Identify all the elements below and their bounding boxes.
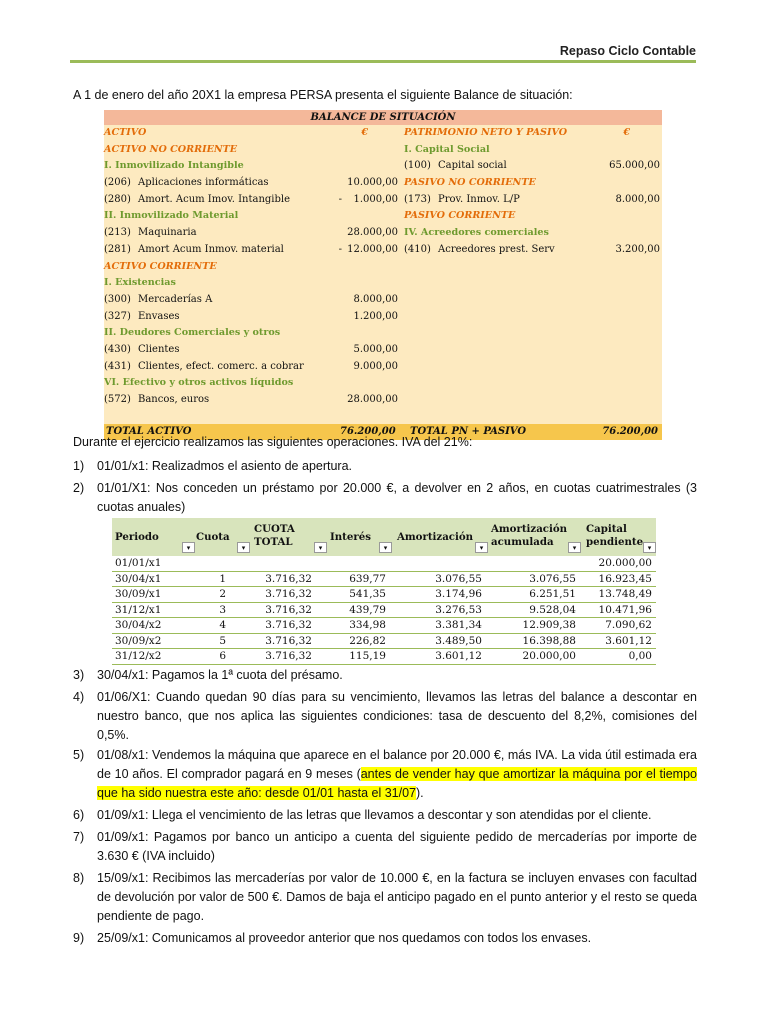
operation-3 [73,666,697,685]
op-text: 01/01/X1: Nos conceden un préstamo por 20.000 €, a devolver en 2 años, en cuotas cuatrimestrales (3 cuotas anuales) [97,481,697,514]
balance-line-item [104,192,400,209]
op-number: 3) [73,668,85,682]
filter-dropdown-icon[interactable]: ▾ [237,542,250,553]
balance-heading [404,142,662,159]
cell-periodo: 31/12/x2 [115,650,162,662]
loan-table-header [112,518,656,556]
cell-acum: 20.000,00 [522,650,576,662]
account-label: Amort Acum Inmov. material [138,243,284,255]
account-code: (431) [104,360,131,372]
account-amount: 9.000,00 [353,360,398,372]
account-label: Maquinaria [138,227,197,239]
account-code: (430) [104,343,131,355]
cell-acum: 6.251,51 [529,588,576,600]
balance-line-item [104,242,400,259]
operation-8 [73,869,697,926]
account-label: PASIVO NO CORRIENTE [404,177,536,189]
filter-dropdown-icon[interactable]: ▾ [568,542,581,553]
operation-7 [73,828,697,866]
cell-total: 3.716,32 [265,603,312,616]
cell-interes: 115,19 [349,650,386,662]
cell-cuota: 3 [219,603,226,616]
cell-interes: 334,98 [349,619,386,631]
account-amount: 12.000,00 [347,243,398,255]
account-label: Aplicaciones informáticas [138,177,269,189]
total-liabilities-value: 76.200,00 [602,426,658,437]
balance-heading [104,208,400,225]
balance-body [104,125,662,424]
account-label: ACTIVO NO CORRIENTE [104,143,238,155]
balance-heading [404,208,662,225]
account-label: II. Deudores Comerciales y otros [104,327,281,339]
op-number: 1) [73,459,85,473]
operation-9 [73,929,697,948]
op-number: 8) [73,871,85,885]
op-text: 15/09/x1: Recibimos las mercaderías por valor de 10.000 €, en la factura se incluyen envases con facultad de devolución por valor de 500 €. Damos de baja el anticipo pagado en el punto anterior y el resto se queda pendiente de pago. [97,871,697,923]
cell-cuota: 5 [219,634,226,647]
loan-table [112,518,656,665]
balance-heading [404,225,662,242]
cell-periodo: 30/04/x2 [115,619,162,631]
account-amount: € [361,127,368,138]
balance-line-item [404,158,662,175]
account-code: (327) [104,310,131,322]
op-text: 01/08/x1: Vendemos la máquina que aparece en el balance por 20.000 €, más IVA. La vida útil estimada era de 10 años. El comprador pagará en 9 meses (antes de vender hay que amortizar la máquina por el tiempo que ha sido nuestra este año: desde 01/01 hasta el 31/07). [97,748,697,800]
account-code: (100) [404,160,431,172]
balance-sheet [104,110,662,440]
account-label: Clientes, efect. comerc. a cobrar [138,360,304,372]
op-text: 25/09/x1: Comunicamos al proveedor anterior que nos quedamos con todos los envases. [97,931,592,945]
op-text: 01/09/x1: Pagamos por banco un anticipo a cuenta del siguiente pedido de mercaderías por importe de 3.630 € (IVA incluido) [97,830,697,863]
cell-capital: 3.601,12 [605,634,652,647]
cell-cuota: 2 [219,588,226,600]
balance-heading [104,375,400,392]
account-label: Amort. Acum Imov. Intangible [138,193,291,205]
cell-amort: 3.381,34 [435,619,482,631]
table-row [112,618,656,634]
cell-periodo: 30/04/x1 [115,572,162,585]
account-label: VI. Efectivo y otros activos líquidos [104,377,294,389]
balance-heading [104,158,400,175]
intro-text: A 1 de enero del año 20X1 la empresa PERSA presenta el siguiente Balance de situación: [73,88,573,102]
balance-heading [404,175,662,192]
balance-heading [404,125,662,142]
cell-interes: 439,79 [349,603,386,616]
cell-capital: 7.090,62 [605,619,652,631]
cell-capital: 10.471,96 [598,603,652,616]
table-row [112,572,656,588]
cell-cuota: 6 [219,650,226,662]
cell-total: 3.716,32 [265,634,312,647]
account-label: Clientes [138,343,180,355]
operation-4 [73,688,697,745]
op-text: 30/04/x1: Pagamos la 1ª cuota del présamo. [97,668,343,682]
account-label: II. Inmovilizado Material [104,210,239,222]
total-liabilities-label: TOTAL PN + PASIVO [410,426,527,437]
op-number: 5) [73,748,85,762]
col-periodo: Periodo [115,531,159,543]
filter-dropdown-icon[interactable]: ▾ [643,542,656,553]
account-label: ACTIVO [104,127,147,138]
cell-interes: 226,82 [349,634,386,647]
op-text: 01/01/x1: Realizadmos el asiento de apertura. [97,459,353,473]
cell-periodo: 31/12/x1 [115,603,162,616]
cell-periodo: 30/09/x2 [115,634,162,647]
col-capital: Capital pendiente [586,523,644,548]
account-code: (206) [104,177,131,189]
account-amount: 28.000,00 [347,394,398,405]
account-label: Bancos, euros [138,394,210,405]
filter-dropdown-icon[interactable]: ▾ [314,542,327,553]
table-row [112,556,656,572]
cell-amort: 3.489,50 [435,634,482,647]
balance-title: BALANCE DE SITUACIÓN [104,110,662,125]
cell-interes: 541,35 [349,588,386,600]
filter-dropdown-icon[interactable]: ▾ [182,542,195,553]
account-label: Envases [138,310,180,322]
account-label: Acreedores prest. Serv [438,243,555,255]
balance-line-item [404,192,662,209]
balance-line-item [104,225,400,242]
balance-line-item [104,175,400,192]
account-label: PATRIMONIO NETO Y PASIVO [404,127,568,138]
account-code: (281) [104,243,131,255]
balance-heading [104,325,400,342]
op-number: 9) [73,931,85,945]
account-label: PASIVO CORRIENTE [404,210,516,222]
cell-capital: 20.000,00 [598,557,652,569]
table-row [112,649,656,665]
account-label: I. Capital Social [404,143,490,155]
account-amount: 65.000,00 [609,160,660,172]
operation-5 [73,746,697,803]
cell-total: 3.716,32 [265,572,312,585]
op-number: 2) [73,481,85,495]
total-assets-value: 76.200,00 [340,426,396,437]
account-code: (173) [404,193,431,205]
balance-heading [104,125,400,142]
cell-cuota: 4 [219,619,226,631]
col-cuota-total: CUOTA TOTAL [254,523,295,548]
operation-6 [73,806,697,825]
account-label: Mercaderías A [138,293,213,305]
balance-heading [104,275,400,292]
cell-cuota: 1 [219,572,226,585]
account-amount: 1.200,00 [353,310,398,322]
op-text: 01/09/x1: Llega el vencimiento de las letras que llevamos a descontar y son atendidas por el cliente. [97,808,652,822]
account-label: Capital social [438,160,507,172]
col-amortizacion: Amortización [397,531,474,543]
cell-acum: 9.528,04 [529,603,576,616]
balance-heading [104,142,400,159]
cell-capital: 0,00 [628,650,652,662]
balance-line-item [104,292,400,309]
op-number: 7) [73,830,85,844]
account-amount: 8.000,00 [615,193,660,205]
cell-amort: 3.076,55 [435,572,482,585]
minus-sign: - [338,193,342,205]
account-code: (300) [104,293,131,305]
account-label: I. Inmovilizado Intangible [104,160,244,172]
account-code: (280) [104,193,131,205]
balance-line-item [404,242,662,259]
op-number: 6) [73,808,85,822]
balance-line-item [104,359,400,376]
operation-2 [73,479,697,517]
balance-line-item [104,309,400,326]
cell-amort: 3.601,12 [435,650,482,662]
assets-column [104,125,400,409]
highlighted-note: antes de vender hay que amortizar la máquina por el tiempo que ha sido nuestra este año: desde 01/01 hasta el 31/07 [97,767,697,800]
op-number: 4) [73,690,85,704]
account-code: (572) [104,394,131,405]
cell-interes: 639,77 [349,572,386,585]
table-row [112,634,656,650]
col-amort-acum: Amortización acumulada [491,523,568,548]
account-amount: 28.000,00 [347,227,398,239]
col-cuota: Cuota [196,531,230,543]
cell-amort: 3.276,53 [435,603,482,616]
account-code: (410) [404,243,431,255]
balance-line-item [104,342,400,359]
filter-dropdown-icon[interactable]: ▾ [379,542,392,553]
balance-line-item [104,392,400,409]
cell-amort: 3.174,96 [435,588,482,600]
account-amount: 1.000,00 [353,193,398,205]
cell-acum: 3.076,55 [529,572,576,585]
account-amount: 10.000,00 [347,177,398,189]
col-interes: Interés [330,531,371,543]
loan-table-body [112,556,656,665]
cell-periodo: 01/01/x1 [115,557,162,569]
header-rule [70,60,696,63]
cell-capital: 16.923,45 [598,572,652,585]
account-label: Prov. Inmov. L/P [438,193,520,205]
account-code: (213) [104,227,131,239]
table-row [112,603,656,619]
account-amount: 5.000,00 [353,343,398,355]
cell-periodo: 30/09/x1 [115,588,162,600]
balance-heading [104,259,400,276]
filter-dropdown-icon[interactable]: ▾ [475,542,488,553]
cell-total: 3.716,32 [265,588,312,600]
op-text: 01/06/X1: Cuando quedan 90 días para su vencimiento, llevamos las letras del balance a descontar en nuestro banco, que nos aplica las siguientes condiciones: tasa de descuento del 8,2%, comisiones del 0,5%. [97,690,697,742]
page-header: Repaso Ciclo Contable [559,44,696,58]
cell-acum: 16.398,88 [522,634,576,647]
table-row [112,587,656,603]
account-amount: € [623,127,630,138]
account-label: ACTIVO CORRIENTE [104,260,217,272]
cell-total: 3.716,32 [265,619,312,631]
account-label: I. Existencias [104,277,176,289]
account-amount: 8.000,00 [353,293,398,305]
minus-sign: - [338,243,342,255]
cell-acum: 12.909,38 [522,619,576,631]
account-label: IV. Acreedores comerciales [404,227,549,239]
total-assets-label: TOTAL ACTIVO [106,426,192,437]
cell-total: 3.716,32 [265,650,312,662]
operations-intro: Durante el ejercicio realizamos las siguientes operaciones. IVA del 21%: [73,435,473,449]
cell-capital: 13.748,49 [598,588,652,600]
operation-1 [73,457,697,476]
liabilities-column [404,125,662,259]
account-amount: 3.200,00 [615,243,660,255]
